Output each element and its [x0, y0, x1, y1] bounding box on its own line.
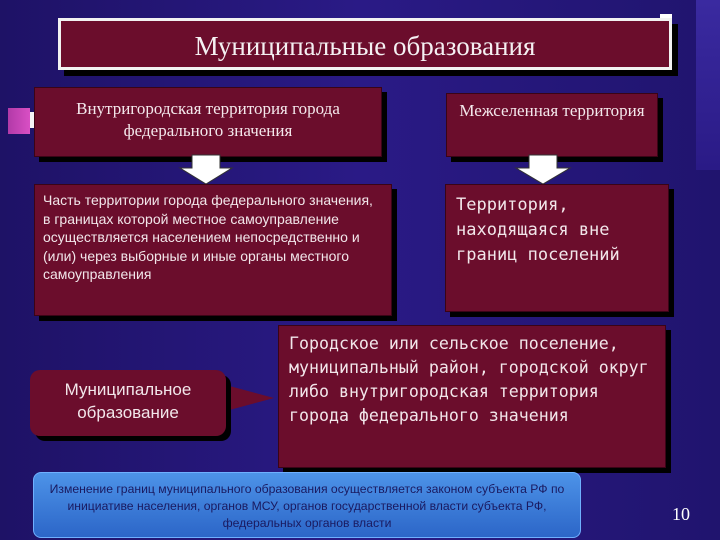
callout-label: Муниципальное образование	[64, 380, 192, 422]
category-label-intersettlement: Межселенная территория	[459, 101, 645, 120]
category-box-intersettlement	[446, 93, 658, 157]
callout-pointer	[222, 376, 274, 420]
callout-municipal-entity	[30, 370, 226, 436]
page-title: Муниципальные образования	[194, 31, 536, 61]
definition-intracity	[34, 184, 392, 316]
down-arrow-icon	[178, 154, 234, 186]
decor-left-square-pink	[8, 108, 30, 134]
definition-municipal-entity	[278, 325, 666, 468]
note-text: Изменение границ муниципального образования осуществляется законом субъекта РФ по инициативе населения, органов МСУ, органов государственной власти субъекта РФ, федеральных органов власти	[49, 482, 565, 530]
category-box-intracity	[34, 87, 382, 157]
title-banner	[58, 18, 672, 70]
definition-text-municipal-entity: Городское или сельское поселение, муниципальный район, городской округ либо внутригородская территория города федерального значения	[289, 334, 649, 425]
definition-text-intersettlement: Территория, находящаяся вне границ поселений	[456, 195, 620, 265]
note-box	[33, 472, 581, 538]
definition-text-intracity: Часть территории города федерального значения, в границах которой местное самоуправление осуществляется населением непосредственно и (или) через выборные и иные органы местного самоуправления	[43, 192, 373, 282]
page-number: 10	[672, 504, 690, 524]
down-arrow-icon	[514, 154, 572, 186]
definition-intersettlement	[445, 184, 669, 312]
decor-right-bar	[696, 0, 720, 170]
category-label-intracity: Внутригородская территория города федерального значения	[76, 99, 340, 140]
